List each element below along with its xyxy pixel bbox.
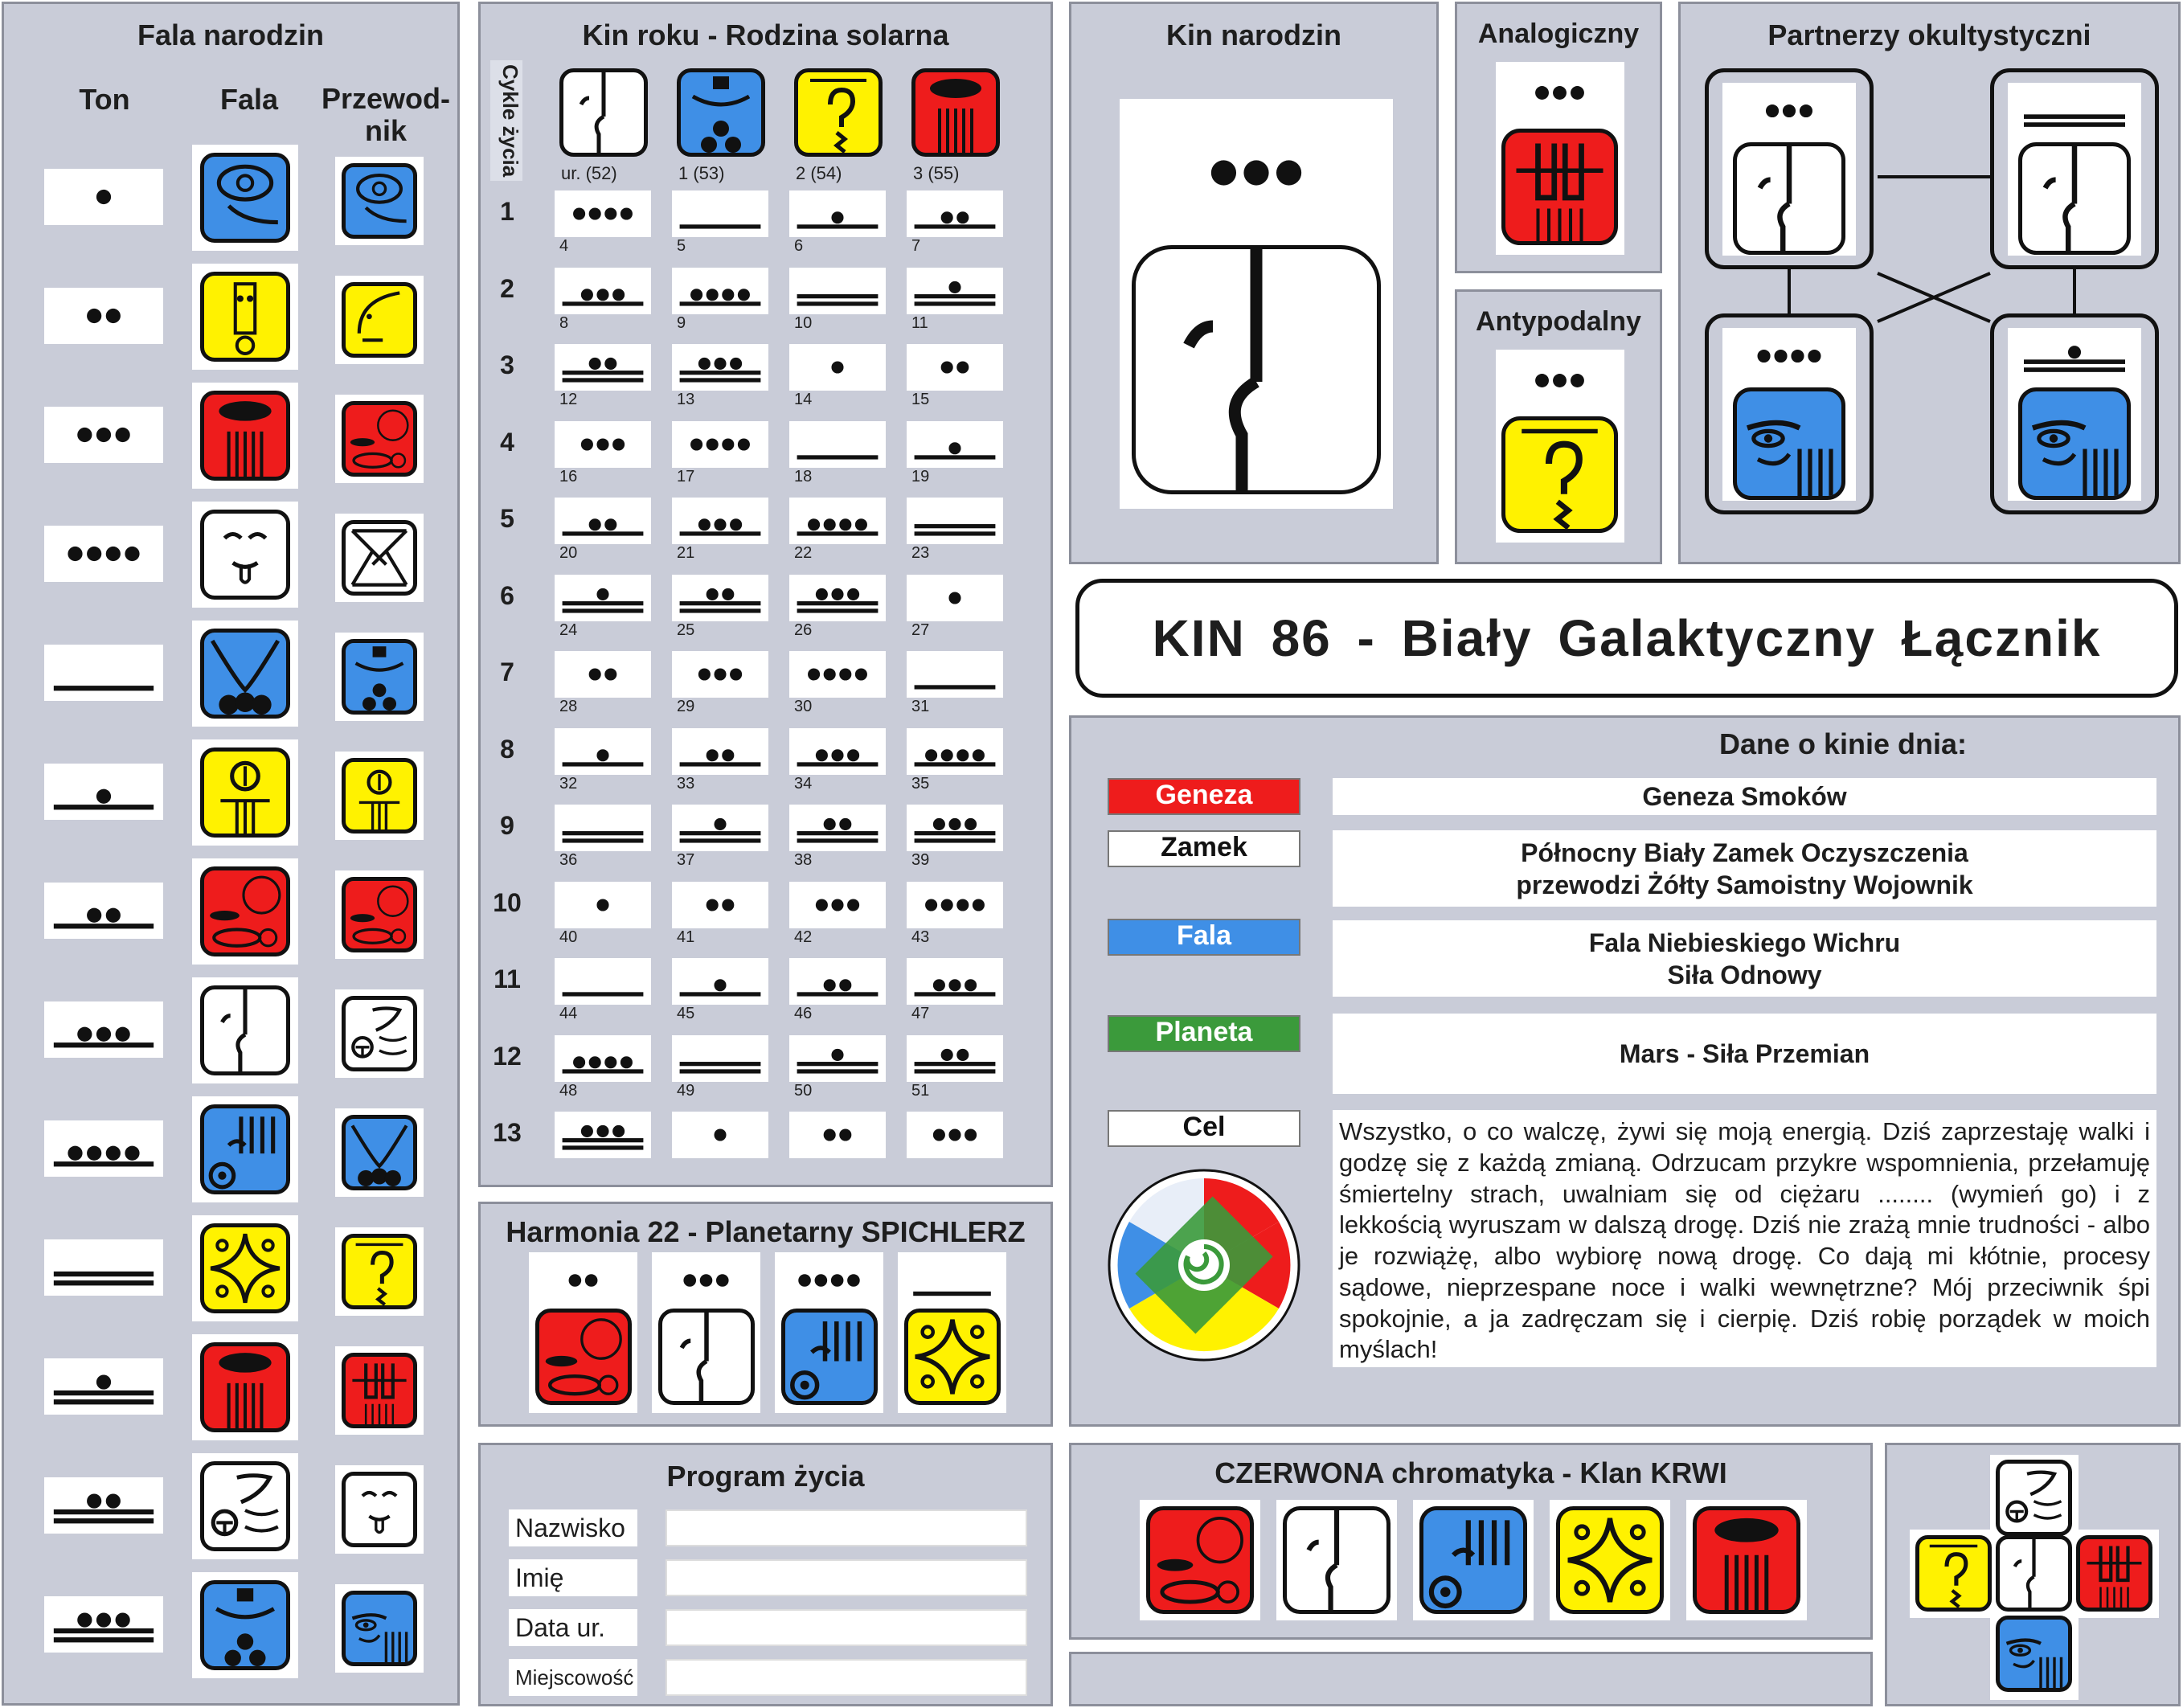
kin-roku-tone-cell bbox=[555, 805, 651, 851]
kin-roku-header-glyph-3 bbox=[911, 68, 1000, 157]
kin-roku-tone-cell bbox=[555, 498, 651, 544]
kin-roku-tone-cell bbox=[907, 651, 1003, 698]
zamek-value-line2: przewodzi Żółty Samoistny Wojownik bbox=[1516, 870, 1973, 899]
kin-number-label: 43 bbox=[911, 928, 930, 946]
col-ton-header: Ton bbox=[79, 83, 130, 116]
partner-tone-0 bbox=[1729, 86, 1849, 136]
cycle-row-number: 13 bbox=[493, 1118, 522, 1147]
kin-roku-tone-cell bbox=[555, 344, 651, 391]
worldbridger-glyph-icon bbox=[662, 1313, 751, 1401]
harmonia-glyph-3 bbox=[904, 1309, 1001, 1405]
cycle-row-number: 8 bbox=[500, 734, 514, 764]
kin-roku-tone-cell bbox=[907, 498, 1003, 544]
kin-number-label: 46 bbox=[794, 1005, 813, 1022]
fala-glyph-4 bbox=[200, 510, 290, 600]
fala-glyph-12 bbox=[200, 1461, 290, 1551]
cycle-row-number: 7 bbox=[500, 657, 514, 686]
kin-number-label: 14 bbox=[794, 391, 813, 408]
kin-roku-tone-cell bbox=[555, 1035, 651, 1082]
cross-right-glyph bbox=[2076, 1535, 2152, 1612]
kin-roku-tone-cell bbox=[672, 268, 768, 314]
kin-roku-header-glyph-2 bbox=[794, 68, 883, 157]
fala-narodzin-panel bbox=[2, 2, 460, 1706]
kin-roku-title: Kin roku - Rodzina solarna bbox=[582, 18, 949, 51]
night-glyph-icon bbox=[204, 633, 286, 715]
kin-roku-tone-cell bbox=[555, 190, 651, 237]
program-field-input[interactable] bbox=[666, 1559, 1027, 1596]
wizard-glyph-icon bbox=[346, 1000, 413, 1067]
eagle-glyph-icon bbox=[1737, 391, 1841, 496]
skywalker-glyph-icon bbox=[1505, 133, 1614, 241]
harmonia-tone-2 bbox=[783, 1256, 875, 1305]
fala-glyph-11 bbox=[200, 1342, 290, 1432]
kin-number-label: 6 bbox=[794, 237, 804, 255]
worldbridger-glyph-icon bbox=[2000, 1539, 2068, 1608]
zodiac-wheel-icon bbox=[1105, 1166, 1303, 1364]
przewodnik-glyph-5 bbox=[342, 639, 417, 715]
kin-number-label: 13 bbox=[677, 391, 695, 408]
partner-glyph-1 bbox=[2018, 142, 2131, 255]
partnerzy-panel bbox=[1678, 2, 2181, 564]
program-field-label: Imię bbox=[509, 1559, 637, 1596]
przewodnik-glyph-11 bbox=[342, 1353, 417, 1428]
kin-narodzin-title: Kin narodzin bbox=[1166, 18, 1341, 51]
kin-roku-header-glyph-1 bbox=[677, 68, 765, 157]
kin-roku-tone-cell bbox=[907, 1112, 1003, 1158]
analogiczny-glyph bbox=[1501, 129, 1618, 245]
kin-number-label: 35 bbox=[911, 774, 930, 793]
kin-narodzin-glyph bbox=[1132, 245, 1381, 494]
kin-number-label: 41 bbox=[677, 928, 695, 946]
worldbridger-glyph-icon bbox=[1136, 249, 1377, 490]
cycle-row-number: 5 bbox=[500, 504, 514, 533]
antypodalny-title: Antypodalny bbox=[1476, 306, 1641, 337]
fala-label: Fala bbox=[1108, 919, 1300, 956]
cykle-zycia-label: Cykle życia bbox=[490, 60, 522, 181]
przewodnik-glyph-13 bbox=[342, 1591, 417, 1666]
kin-roku-tone-cell bbox=[672, 421, 768, 468]
hand-glyph-icon bbox=[785, 1313, 874, 1401]
earth-glyph-icon bbox=[346, 405, 413, 473]
cycle-row-number: 4 bbox=[500, 427, 514, 457]
kin-roku-tone-cell bbox=[672, 1112, 768, 1158]
kin-number-label: 22 bbox=[794, 544, 813, 562]
kin-roku-tone-cell bbox=[907, 728, 1003, 775]
kin-number-label: 37 bbox=[677, 851, 695, 869]
cross-center-glyph bbox=[1996, 1535, 2072, 1612]
przewodnik-glyph-4 bbox=[342, 520, 417, 596]
human-glyph-icon bbox=[204, 276, 286, 358]
ton-symbol-1 bbox=[44, 169, 163, 225]
dane-panel bbox=[1069, 715, 2181, 1427]
program-field-label: Miejscowość bbox=[509, 1659, 637, 1696]
fala-glyph-13 bbox=[200, 1580, 290, 1670]
program-panel bbox=[478, 1443, 1053, 1706]
kin-number-label: 31 bbox=[911, 698, 930, 715]
worldbridger-glyph-icon bbox=[2022, 146, 2127, 251]
kin-number-label: 36 bbox=[559, 851, 578, 869]
cycle-row-number: 9 bbox=[500, 811, 514, 840]
cycle-row-number: 1 bbox=[500, 197, 514, 226]
kin-roku-tone-cell bbox=[555, 421, 651, 468]
kin-narodzin-panel bbox=[1069, 2, 1439, 564]
antypodalny-tone bbox=[1501, 354, 1618, 407]
ton-symbol-9 bbox=[44, 1120, 163, 1177]
planeta-label: Planeta bbox=[1108, 1015, 1300, 1052]
kin-roku-tone-cell bbox=[672, 805, 768, 851]
czerwona-title: CZERWONA chromatyka - Klan KRWI bbox=[1214, 1456, 1727, 1489]
dog-glyph-icon bbox=[204, 514, 286, 596]
harmonia-glyph-0 bbox=[535, 1309, 632, 1405]
kin-number-label: 17 bbox=[677, 467, 695, 485]
zamek-label: Zamek bbox=[1108, 830, 1300, 867]
cycle-row-number: 2 bbox=[500, 273, 514, 303]
kin-roku-header-caption: 2 (54) bbox=[796, 163, 842, 183]
fala-glyph-1 bbox=[200, 153, 290, 243]
moon-glyph-icon bbox=[204, 395, 286, 477]
kin-number-label: 8 bbox=[559, 313, 569, 332]
seed-glyph-icon bbox=[204, 752, 286, 834]
kin-number-label: 18 bbox=[794, 467, 813, 485]
monkey-glyph-icon bbox=[346, 643, 413, 711]
warrior-glyph-icon bbox=[798, 72, 879, 153]
warrior-glyph-icon bbox=[346, 1238, 413, 1305]
cel-description: Wszystko, o co walczę, żywi się moją energią. Dziś zaprzestaję walki i godzę się z każdą zmianą. Odrzucam przykre wspomnienia, przełamuję śmiertelny strach, uwalniam się od ciężaru ........ (wymień go) i z lekkością wyruszam w dalszą drogę. Dziś nie zrażą mnie trudności - albo je rozwiążę, albo wybiorę nową drogę. Co dają mi kłótnie, procesy sądowe, nieprzespane noce i walki wewnętrzne? Mój przeciwnik śpi spokojnie, a ja zadręczam się i cierpię. Dziś robię porządek w moich myślach! bbox=[1333, 1110, 2156, 1367]
przewodnik-glyph-12 bbox=[342, 1472, 417, 1547]
serpent-glyph-icon bbox=[346, 881, 413, 948]
kin-roku-tone-cell bbox=[907, 1035, 1003, 1082]
antypodalny-glyph bbox=[1501, 416, 1618, 533]
kin-number-label: 44 bbox=[559, 1005, 578, 1022]
worldbridger-glyph-icon bbox=[1287, 1510, 1386, 1610]
harmonia-glyph-2 bbox=[781, 1309, 878, 1405]
skywalker-glyph-icon bbox=[346, 1357, 413, 1424]
ton-symbol-10 bbox=[44, 1239, 163, 1296]
przewodnik-glyph-2 bbox=[342, 282, 417, 358]
worldbridger-glyph-icon bbox=[563, 72, 644, 153]
kin-roku-tone-cell bbox=[907, 958, 1003, 1005]
kin-roku-panel bbox=[478, 2, 1053, 1187]
czerwona-glyph-2 bbox=[1419, 1506, 1527, 1614]
kin-roku-tone-cell bbox=[789, 1035, 886, 1082]
moon-glyph-icon bbox=[915, 72, 996, 153]
przewodnik-glyph-1 bbox=[342, 163, 417, 239]
kin-roku-tone-cell bbox=[672, 190, 768, 237]
kin-roku-tone-cell bbox=[907, 190, 1003, 237]
kin-roku-tone-cell bbox=[789, 882, 886, 928]
kin-number-label: 39 bbox=[911, 851, 930, 869]
kin-number-label: 33 bbox=[677, 774, 695, 793]
zamek-value-line1: Północny Biały Zamek Oczyszczenia bbox=[1521, 838, 1968, 867]
czerwona-glyph-3 bbox=[1556, 1506, 1664, 1614]
fala-glyph-10 bbox=[200, 1223, 290, 1313]
eagle-glyph-icon bbox=[346, 1595, 413, 1662]
kin-roku-tone-cell bbox=[672, 344, 768, 391]
kin-number-label: 32 bbox=[559, 774, 578, 793]
program-field-label: Data ur. bbox=[509, 1609, 637, 1646]
kin-number-label: 5 bbox=[677, 237, 686, 255]
fala-glyph-7 bbox=[200, 866, 290, 956]
kin-roku-header-caption: 1 (53) bbox=[678, 163, 725, 183]
worldbridger-glyph-icon bbox=[204, 989, 286, 1071]
fala-glyph-6 bbox=[200, 748, 290, 838]
kin-roku-tone-cell bbox=[672, 575, 768, 621]
cel-label: Cel bbox=[1108, 1110, 1300, 1147]
partner-glyph-2 bbox=[1733, 387, 1845, 500]
program-field-input[interactable] bbox=[666, 1609, 1027, 1646]
kin-number-label: 12 bbox=[559, 391, 578, 408]
cross-left-glyph bbox=[1915, 1535, 1992, 1612]
kin-number-label: 19 bbox=[911, 467, 930, 485]
kin-title-text: KIN 86 - Biały Galaktyczny Łącznik bbox=[1152, 609, 2102, 667]
cross-bottom-glyph bbox=[1996, 1616, 2072, 1692]
kin-roku-tone-cell bbox=[789, 498, 886, 544]
eagle-glyph-icon bbox=[2022, 391, 2127, 496]
worldbridger-glyph-icon bbox=[1737, 146, 1841, 251]
monkey-glyph-icon bbox=[681, 72, 761, 153]
partner-tone-1 bbox=[2014, 86, 2135, 136]
program-title: Program życia bbox=[666, 1460, 865, 1493]
kin-number-label: 16 bbox=[559, 467, 578, 485]
geneza-label: Geneza bbox=[1108, 778, 1300, 815]
przewodnik-glyph-7 bbox=[342, 877, 417, 952]
wizard-glyph-icon bbox=[204, 1465, 286, 1547]
warrior-glyph-icon bbox=[1505, 420, 1614, 529]
kin-number-label: 25 bbox=[677, 621, 695, 639]
kin-roku-tone-cell bbox=[789, 268, 886, 314]
planeta-value bbox=[1333, 1014, 2156, 1094]
kin-number-label: 29 bbox=[677, 698, 695, 715]
earth-glyph-icon bbox=[204, 870, 286, 952]
kin-number-label: 45 bbox=[677, 1005, 695, 1022]
kin-roku-tone-cell bbox=[907, 575, 1003, 621]
partnerzy-title: Partnerzy okultystyczni bbox=[1767, 18, 2091, 51]
kin-roku-header-glyph-0 bbox=[559, 68, 648, 157]
kin-number-label: 15 bbox=[911, 391, 930, 408]
storm-glyph-icon bbox=[346, 167, 413, 235]
kin-roku-tone-cell bbox=[789, 805, 886, 851]
kin-number-label: 10 bbox=[794, 313, 813, 332]
kin-number-label: 9 bbox=[677, 313, 686, 332]
wizard-glyph-icon bbox=[2000, 1464, 2068, 1532]
harmonia-tone-0 bbox=[537, 1256, 629, 1305]
przewodnik-glyph-6 bbox=[342, 758, 417, 834]
ton-symbol-2 bbox=[44, 288, 163, 344]
col-przewodnik-header: Przewod- nik bbox=[321, 82, 450, 147]
harmonia-panel bbox=[478, 1202, 1053, 1427]
partner-glyph-0 bbox=[1733, 142, 1845, 255]
fala-glyph-2 bbox=[200, 272, 290, 362]
star-glyph-icon bbox=[908, 1313, 997, 1401]
kin-roku-tone-cell bbox=[789, 421, 886, 468]
kin-roku-tone-cell bbox=[789, 651, 886, 698]
harmonia-tone-3 bbox=[906, 1256, 998, 1305]
kin-number-label: 50 bbox=[794, 1081, 813, 1100]
kin-roku-tone-cell bbox=[907, 268, 1003, 314]
kin-roku-tone-cell bbox=[555, 651, 651, 698]
kin-roku-tone-cell bbox=[789, 958, 886, 1005]
storm-glyph-icon bbox=[204, 157, 286, 239]
kin-number-label: 4 bbox=[559, 237, 569, 255]
harmonia-tone-1 bbox=[660, 1256, 752, 1305]
serpent-glyph-icon bbox=[1150, 1510, 1250, 1610]
ton-symbol-13 bbox=[44, 1596, 163, 1653]
partner-tone-2 bbox=[1729, 331, 1849, 381]
czerwona-glyph-0 bbox=[1146, 1506, 1254, 1614]
ton-symbol-6 bbox=[44, 764, 163, 820]
kin-number-label: 49 bbox=[677, 1081, 695, 1100]
geneza-value-text: Geneza Smoków bbox=[1642, 782, 1847, 811]
kin-number-label: 11 bbox=[911, 313, 928, 332]
warrior-glyph-icon bbox=[1919, 1539, 1988, 1608]
harmonia-title: Harmonia 22 - Planetarny SPICHLERZ bbox=[506, 1215, 1026, 1248]
kin-roku-tone-cell bbox=[555, 575, 651, 621]
fala-narodzin-title: Fala narodzin bbox=[137, 18, 325, 51]
kin-roku-tone-cell bbox=[672, 728, 768, 775]
ton-symbol-5 bbox=[44, 645, 163, 701]
seed-glyph-icon bbox=[346, 762, 413, 829]
przewodnik-glyph-8 bbox=[342, 996, 417, 1071]
kin-number-label: 38 bbox=[794, 851, 813, 869]
star-glyph-icon bbox=[1560, 1510, 1660, 1610]
kin-roku-tone-cell bbox=[555, 728, 651, 775]
przewodnik-glyph-10 bbox=[342, 1234, 417, 1309]
cycle-row-number: 10 bbox=[493, 887, 522, 917]
hand-glyph-icon bbox=[204, 1108, 286, 1190]
kin-number-label: 34 bbox=[794, 774, 813, 793]
fala-value-line2: Siła Odnowy bbox=[1667, 960, 1822, 989]
fala-glyph-5 bbox=[200, 629, 290, 719]
sun-glyph-icon bbox=[346, 286, 413, 354]
hand-glyph-icon bbox=[1423, 1510, 1523, 1610]
kin-roku-tone-cell bbox=[907, 421, 1003, 468]
serpent-glyph-icon bbox=[539, 1313, 628, 1401]
mirror-glyph-icon bbox=[346, 524, 413, 592]
partner-glyph-3 bbox=[2018, 387, 2131, 500]
kin-roku-header-caption: 3 (55) bbox=[913, 163, 960, 183]
star-glyph-icon bbox=[204, 1227, 286, 1309]
kin-number-label: 47 bbox=[911, 1005, 930, 1022]
fala-glyph-3 bbox=[200, 391, 290, 481]
czerwona-panel bbox=[1069, 1443, 1873, 1640]
kin-roku-tone-cell bbox=[789, 190, 886, 237]
dane-title: Dane o kinie dnia: bbox=[1718, 727, 1968, 760]
fala-value-line1: Fala Niebieskiego Wichru bbox=[1588, 928, 1901, 957]
planeta-value-text: Mars - Siła Przemian bbox=[1619, 1039, 1870, 1068]
kin-roku-tone-cell bbox=[907, 344, 1003, 391]
program-field-input[interactable] bbox=[666, 1509, 1027, 1546]
analogiczny-title: Analogiczny bbox=[1477, 18, 1640, 49]
kin-number-label: 20 bbox=[559, 544, 578, 562]
kin-roku-tone-cell bbox=[555, 882, 651, 928]
fala-glyph-8 bbox=[200, 985, 290, 1075]
program-field-input[interactable] bbox=[666, 1659, 1027, 1696]
moon-glyph-icon bbox=[204, 1346, 286, 1428]
kin-roku-tone-cell bbox=[789, 575, 886, 621]
kin-number-label: 42 bbox=[794, 928, 813, 946]
fala-glyph-9 bbox=[200, 1104, 290, 1194]
kin-number-label: 21 bbox=[677, 544, 695, 562]
kin-roku-tone-cell bbox=[907, 805, 1003, 851]
partner-tone-3 bbox=[2014, 331, 2135, 381]
kin-roku-tone-cell bbox=[789, 344, 886, 391]
kin-number-label: 26 bbox=[794, 621, 813, 639]
kin-title-banner bbox=[1075, 579, 2178, 698]
czerwona-glyph-4 bbox=[1693, 1506, 1800, 1614]
ton-symbol-11 bbox=[44, 1358, 163, 1415]
ton-symbol-7 bbox=[44, 883, 163, 939]
program-field-label: Nazwisko bbox=[509, 1509, 637, 1546]
col-fala-header: Fala bbox=[219, 83, 279, 116]
geneza-value bbox=[1333, 778, 2156, 815]
kin-roku-tone-cell bbox=[555, 958, 651, 1005]
moon-glyph-icon bbox=[1697, 1510, 1796, 1610]
kin-roku-tone-cell bbox=[672, 651, 768, 698]
kin-number-label: 28 bbox=[559, 698, 578, 715]
kin-number-label: 23 bbox=[911, 544, 930, 562]
cycle-row-number: 12 bbox=[493, 1041, 522, 1071]
kin-number-label: 7 bbox=[911, 237, 921, 255]
ton-symbol-12 bbox=[44, 1477, 163, 1534]
kin-roku-tone-cell bbox=[672, 1035, 768, 1082]
kin-roku-tone-cell bbox=[672, 498, 768, 544]
skywalker-glyph-icon bbox=[2080, 1539, 2148, 1608]
kin-number-label: 51 bbox=[911, 1081, 930, 1100]
czerwona-glyph-1 bbox=[1283, 1506, 1390, 1614]
ton-symbol-3 bbox=[44, 407, 163, 463]
empty-bottom-panel bbox=[1069, 1652, 1873, 1706]
dog-glyph-icon bbox=[346, 1476, 413, 1543]
kin-number-label: 40 bbox=[559, 928, 578, 946]
kin-roku-tone-cell bbox=[789, 728, 886, 775]
cross-panel bbox=[1885, 1443, 2181, 1706]
fala-value bbox=[1333, 920, 2156, 997]
eagle-glyph-icon bbox=[2000, 1620, 2068, 1688]
zamek-value bbox=[1333, 830, 2156, 907]
harmonia-glyph-1 bbox=[658, 1309, 755, 1405]
antypodalny-panel bbox=[1455, 289, 1662, 564]
kin-number-label: 24 bbox=[559, 621, 578, 639]
przewodnik-glyph-3 bbox=[342, 401, 417, 477]
ton-symbol-8 bbox=[44, 1001, 163, 1058]
cycle-row-number: 6 bbox=[500, 580, 514, 610]
kin-narodzin-tone bbox=[1132, 125, 1381, 221]
kin-number-label: 48 bbox=[559, 1081, 578, 1100]
kin-roku-tone-cell bbox=[555, 268, 651, 314]
analogiczny-tone bbox=[1501, 67, 1618, 119]
cycle-row-number: 3 bbox=[500, 350, 514, 379]
analogiczny-panel bbox=[1455, 2, 1662, 273]
kin-roku-header-caption: ur. (52) bbox=[561, 163, 617, 183]
kin-roku-tone-cell bbox=[672, 958, 768, 1005]
przewodnik-glyph-9 bbox=[342, 1115, 417, 1190]
kin-roku-tone-cell bbox=[789, 1112, 886, 1158]
kin-number-label: 27 bbox=[911, 621, 930, 639]
kin-roku-tone-cell bbox=[907, 882, 1003, 928]
kin-roku-tone-cell bbox=[672, 882, 768, 928]
ton-symbol-4 bbox=[44, 526, 163, 582]
monkey-glyph-icon bbox=[204, 1584, 286, 1666]
cross-top-glyph bbox=[1996, 1460, 2072, 1536]
cycle-row-number: 11 bbox=[494, 965, 521, 993]
kin-number-label: 30 bbox=[794, 698, 813, 715]
night-glyph-icon bbox=[346, 1119, 413, 1186]
kin-roku-tone-cell bbox=[555, 1112, 651, 1158]
